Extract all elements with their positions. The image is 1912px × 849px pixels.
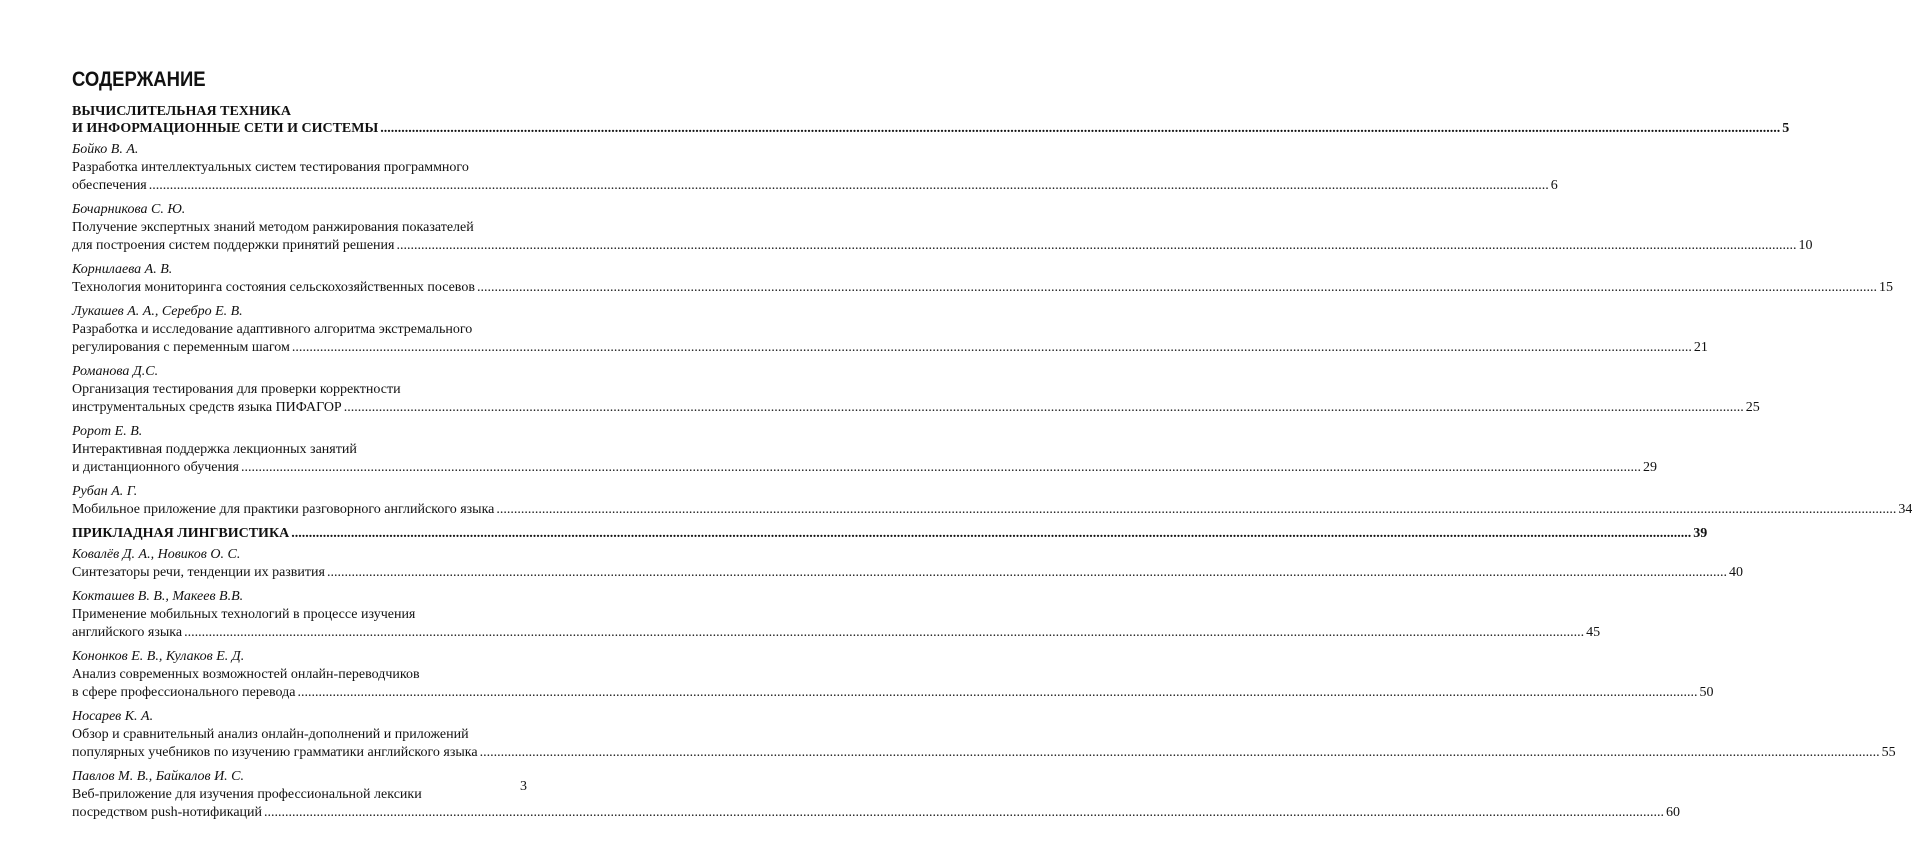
entry-author: Павлов М. В., Байкалов И. С. — [72, 769, 245, 784]
toc-entry — [72, 141, 1558, 195]
entry-title — [72, 501, 1912, 519]
dot-leader: ................................................................................................................................................................................................................................................................................................................................................................................................................ — [380, 121, 1781, 136]
page-ref: 5 — [1782, 121, 1790, 136]
entry-author: Рубан А. Г. — [72, 484, 138, 499]
toc-entry — [72, 201, 1813, 255]
dot-leader: ................................................................................................................................................................................................................................................................................................................................................................................................................ — [240, 460, 1641, 475]
entry-title — [72, 399, 1760, 417]
entry-title — [72, 804, 1681, 822]
entry-title-text: и дистанционного обучения — [72, 460, 239, 475]
entry-title-text: Мобильное приложение для практики разговорного английского языка — [72, 502, 495, 517]
toc-entry — [72, 303, 1708, 357]
entry-title-line: Организация тестирования для проверки корректности — [72, 382, 401, 397]
page-number: 3 — [520, 779, 527, 794]
entry-title — [72, 339, 1708, 357]
entry-title-text: регулирования с переменным шагом — [72, 340, 290, 355]
dot-leader: ................................................................................................................................................................................................................................................................................................................................................................................................................ — [479, 745, 1880, 760]
page-ref: 34 — [1898, 502, 1912, 517]
toc-entry — [72, 648, 1714, 702]
page-ref: 55 — [1881, 745, 1896, 760]
table-of-contents — [72, 103, 1912, 822]
entry-author: Ковалёв Д. А., Новиков О. С. — [72, 547, 241, 562]
toc-entry — [72, 423, 1657, 477]
entry-title-text: инструментальных средств языка ПИФАГОР — [72, 400, 342, 415]
entry-title — [72, 459, 1657, 477]
entry-title-line: Обзор и сравнительный анализ онлайн-дополнений и приложений — [72, 727, 469, 742]
section-title-text: ПРИКЛАДНАЯ ЛИНГВИСТИКА — [72, 526, 290, 541]
entry-title-line: Разработка и исследование адаптивного алгоритма экстремального — [72, 322, 473, 337]
page-ref: 50 — [1699, 685, 1714, 700]
entry-author: Бочарникова С. Ю. — [72, 202, 186, 217]
entry-title-text: посредством push-нотификаций — [72, 805, 263, 820]
entry-title-text: Синтезаторы речи, тенденции их развития — [72, 565, 325, 580]
entry-title-line: Получение экспертных знаний методом ранжирования показателей — [72, 220, 474, 235]
dot-leader: ................................................................................................................................................................................................................................................................................................................................................................................................................ — [184, 625, 1585, 640]
dot-leader: ................................................................................................................................................................................................................................................................................................................................................................................................................ — [291, 340, 1692, 355]
page-ref: 45 — [1586, 625, 1601, 640]
page-ref: 6 — [1550, 178, 1558, 193]
entry-title-line: Анализ современных возможностей онлайн-переводчиков — [72, 667, 420, 682]
toc-section — [72, 103, 1790, 137]
entry-title-text: для построения систем поддержки принятий решения — [72, 238, 395, 253]
dot-leader: ................................................................................................................................................................................................................................................................................................................................................................................................................ — [264, 805, 1665, 820]
page-ref: 60 — [1666, 805, 1681, 820]
entry-title-text: популярных учебников по изучению грамматики английского языка — [72, 745, 478, 760]
entry-title — [72, 744, 1896, 762]
toc-entry — [72, 708, 1896, 762]
entry-title — [72, 684, 1714, 702]
entry-author: Бойко В. А. — [72, 142, 139, 157]
page-ref: 21 — [1693, 340, 1708, 355]
dot-leader: ................................................................................................................................................................................................................................................................................................................................................................................................................ — [326, 565, 1727, 580]
section-title-text: И ИНФОРМАЦИОННЫЕ СЕТИ И СИСТЕМЫ — [72, 121, 379, 136]
entry-title-line: Веб-приложение для изучения профессиональной лексики — [72, 787, 422, 802]
entry-author: Кононков Е. В., Кулаков Е. Д. — [72, 649, 245, 664]
entry-title — [72, 177, 1558, 195]
toc-entry — [72, 768, 1681, 822]
entry-title-line: Интерактивная поддержка лекционных занятий — [72, 442, 357, 457]
entry-author: Корнилаева А. В. — [72, 262, 173, 277]
toc-section — [72, 525, 1708, 542]
dot-leader: ................................................................................................................................................................................................................................................................................................................................................................................................................ — [396, 238, 1797, 253]
entry-title — [72, 279, 1893, 297]
page-ref: 40 — [1728, 565, 1743, 580]
entry-title — [72, 624, 1601, 642]
section-title-line: ВЫЧИСЛИТЕЛЬНАЯ ТЕХНИКА — [72, 104, 291, 119]
toc-entry — [72, 483, 1912, 519]
page-ref: 29 — [1642, 460, 1657, 475]
dot-leader: ................................................................................................................................................................................................................................................................................................................................................................................................................ — [297, 685, 1698, 700]
page-ref: 25 — [1745, 400, 1760, 415]
dot-leader: ................................................................................................................................................................................................................................................................................................................................................................................................................ — [476, 280, 1877, 295]
entry-author: Кокташев В. В., Макеев В.В. — [72, 589, 244, 604]
toc-entry — [72, 363, 1760, 417]
entry-author: Носарев К. А. — [72, 709, 154, 724]
section-title — [72, 120, 1790, 137]
entry-title-line: Разработка интеллектуальных систем тестирования программного — [72, 160, 469, 175]
entry-title-line: Применение мобильных технологий в процессе изучения — [72, 607, 416, 622]
entry-title-text: Технология мониторинга состояния сельскохозяйственных посевов — [72, 280, 475, 295]
toc-entry — [72, 546, 1743, 582]
dot-leader: ................................................................................................................................................................................................................................................................................................................................................................................................................ — [343, 400, 1744, 415]
page-ref: 10 — [1798, 238, 1813, 253]
toc-entry — [72, 588, 1601, 642]
dot-leader: ................................................................................................................................................................................................................................................................................................................................................................................................................ — [291, 526, 1692, 541]
entry-title-text: обеспечения — [72, 178, 147, 193]
entry-title-text: английского языка — [72, 625, 183, 640]
page-ref: 15 — [1878, 280, 1893, 295]
entry-author: Лукашев А. А., Серебро Е. В. — [72, 304, 243, 319]
entry-title — [72, 564, 1743, 582]
entry-title-text: в сфере профессионального перевода — [72, 685, 296, 700]
entry-author: Романова Д.С. — [72, 364, 159, 379]
entry-title — [72, 237, 1813, 255]
dot-leader: ................................................................................................................................................................................................................................................................................................................................................................................................................ — [148, 178, 1549, 193]
entry-author: Ророт Е. В. — [72, 424, 143, 439]
page-ref: 39 — [1693, 526, 1708, 541]
dot-leader: ................................................................................................................................................................................................................................................................................................................................................................................................................ — [496, 502, 1897, 517]
toc-entry — [72, 261, 1893, 297]
section-title — [72, 525, 1708, 542]
page-title: СОДЕРЖАНИЕ — [72, 68, 206, 91]
